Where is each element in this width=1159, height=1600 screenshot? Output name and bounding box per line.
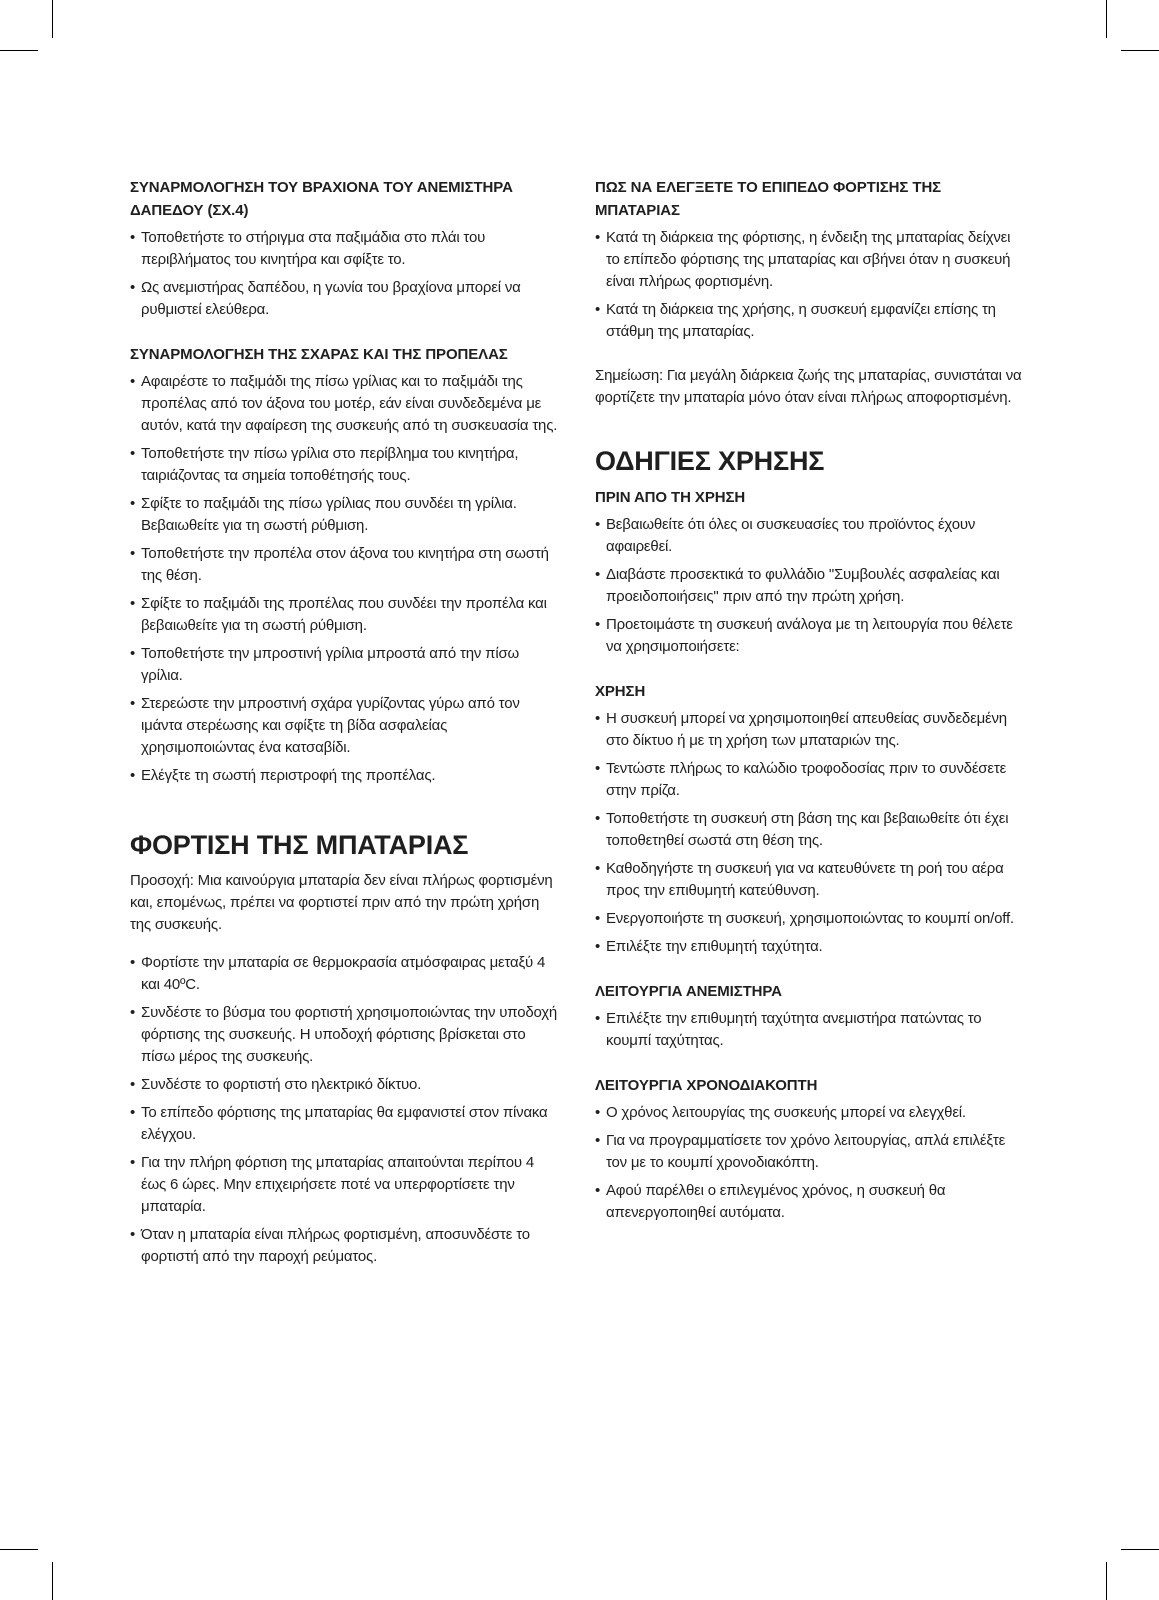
section-heading: ΛΕΙΤΟΥΡΓΙΑ ΑΝΕΜΙΣΤΗΡΑ — [595, 983, 782, 1000]
crop-mark — [1106, 0, 1107, 38]
list-item: • Καθοδηγήστε τη συσκευή για να κατευθύνετε τη ροή του αέρα προς την επιθυμητή κατεύθυνση. — [595, 858, 1027, 902]
list-item: • Για να προγραμματίσετε τον χρόνο λειτουργίας, απλά επιλέξτε τον με το κουμπί χρονοδιακόπτη. — [595, 1130, 1027, 1174]
crop-mark — [0, 1549, 38, 1550]
crop-mark — [0, 50, 38, 51]
crop-mark — [52, 1562, 53, 1600]
list-item: • Τοποθετήστε την μπροστινή γρίλια μπροστά από την πίσω γρίλια. — [130, 643, 560, 687]
list-item: • Τοποθετήστε το στήριγμα στα παξιμάδια στο πλάι του περιβλήματος του κινητήρα και σφίξτε το. — [130, 227, 560, 271]
list-item: • Αφού παρέλθει ο επιλεγμένος χρόνος, η συσκευή θα απενεργοποιηθεί αυτόματα. — [595, 1180, 1027, 1224]
list-item: • Τοποθετήστε τη συσκευή στη βάση της και βεβαιωθείτε ότι έχει τοποθετηθεί σωστά στη θέση της. — [595, 808, 1027, 852]
list-item: • Ο χρόνος λειτουργίας της συσκευής μπορεί να ελεγχθεί. — [595, 1102, 1027, 1124]
list-item: • Κατά τη διάρκεια της χρήσης, η συσκευή εμφανίζει επίσης τη στάθμη της μπαταρίας. — [595, 299, 1027, 343]
list-item: • Όταν η μπαταρία είναι πλήρως φορτισμένη, αποσυνδέστε το φορτιστή από την παροχή ρεύματος. — [130, 1224, 560, 1268]
list-item: • Επιλέξτε την επιθυμητή ταχύτητα ανεμιστήρα πατώντας το κουμπί ταχύτητας. — [595, 1008, 1027, 1052]
bullet-list — [130, 371, 560, 787]
bullet-list — [595, 1102, 1027, 1224]
list-item: • Σφίξτε το παξιμάδι της προπέλας που συνδέει την προπέλα και βεβαιωθείτε για τη σωστή ρύθμιση. — [130, 593, 560, 637]
list-item: • Σφίξτε το παξιμάδι της πίσω γρίλιας που συνδέει τη γρίλια. Βεβαιωθείτε για τη σωστή ρύθμιση. — [130, 493, 560, 537]
caution-note: Προσοχή: Μια καινούργια μπαταρία δεν είναι πλήρως φορτισμένη και, επομένως, πρέπει να φορτιστεί πριν από την πρώτη χρήση της συσκευής. — [130, 872, 553, 933]
list-item: • Για την πλήρη φόρτιση της μπαταρίας απαιτούνται περίπου 4 έως 6 ώρες. Μην επιχειρήσετε ποτέ να υπερφορτίσετε την μπαταρία. — [130, 1152, 560, 1218]
list-item: • Επιλέξτε την επιθυμητή ταχύτητα. — [595, 936, 1027, 958]
crop-mark — [1121, 50, 1159, 51]
section-heading: ΠΡΙΝ ΑΠΟ ΤΗ ΧΡΗΣΗ — [595, 489, 746, 506]
section-heading: ΛΕΙΤΟΥΡΓΙΑ ΧΡΟΝΟΔΙΑΚΟΠΤΗ — [595, 1077, 818, 1094]
list-item: • Διαβάστε προσεκτικά το φυλλάδιο "Συμβουλές ασφαλείας και προειδοποιήσεις" πριν από την πρώτη χρήση. — [595, 564, 1027, 608]
list-item: • Τοποθετήστε την πίσω γρίλια στο περίβλημα του κινητήρα, ταιριάζοντας τα σημεία τοποθέτησής τους. — [130, 443, 560, 487]
chapter-heading: ΦΟΡΤΙΣΗ ΤΗΣ ΜΠΑΤΑΡΙΑΣ — [130, 830, 469, 860]
section-heading: ΣΥΝΑΡΜΟΛΟΓΗΣΗ ΤΗΣ ΣΧΑΡΑΣ ΚΑΙ ΤΗΣ ΠΡΟΠΕΛΑΣ — [130, 346, 508, 363]
bullet-list — [595, 227, 1027, 343]
list-item: • Αφαιρέστε το παξιμάδι της πίσω γρίλιας και το παξιμάδι της προπέλας από τον άξονα του μοτέρ, εάν είναι συνδεδεμένα με αυτόν, κατά την αφαίρεση της συσκευής από τη συσκευασία της. — [130, 371, 560, 437]
crop-mark — [1106, 1562, 1107, 1600]
list-item: • Το επίπεδο φόρτισης της μπαταρίας θα εμφανιστεί στον πίνακα ελέγχου. — [130, 1102, 560, 1146]
crop-mark — [52, 0, 53, 38]
list-item: • Κατά τη διάρκεια της φόρτισης, η ένδειξη της μπαταρίας δείχνει το επίπεδο φόρτισης της μπαταρίας και σβήνει όταν η συσκευή είναι πλήρως φορτισμένη. — [595, 227, 1027, 293]
bullet-list — [130, 952, 560, 1268]
crop-mark — [1121, 1549, 1159, 1550]
list-item: • Ελέγξτε τη σωστή περιστροφή της προπέλας. — [130, 765, 560, 787]
left-column — [130, 176, 560, 1274]
section-heading: ΠΩΣ ΝΑ ΕΛΕΓΞΕΤΕ ΤΟ ΕΠΙΠΕΔΟ ΦΟΡΤΙΣΗΣ ΤΗΣ ΜΠΑΤΑΡΙΑΣ — [595, 179, 942, 219]
battery-note: Σημείωση: Για μεγάλη διάρκεια ζωής της μπαταρίας, συνιστάται να φορτίζετε την μπαταρία μόνο όταν είναι πλήρως αποφορτισμένη. — [595, 367, 1022, 406]
right-column — [595, 176, 1027, 1230]
section-heading: ΣΥΝΑΡΜΟΛΟΓΗΣΗ ΤΟΥ ΒΡΑΧΙΟΝΑ ΤΟΥ ΑΝΕΜΙΣΤΗΡΑ ΔΑΠΕΔΟΥ (ΣΧ.4) — [130, 179, 513, 219]
bullet-list — [595, 514, 1027, 658]
list-item: • Ως ανεμιστήρας δαπέδου, η γωνία του βραχίονα μπορεί να ρυθμιστεί ελεύθερα. — [130, 277, 560, 321]
bullet-list — [130, 227, 560, 321]
list-item: • Στερεώστε την μπροστινή σχάρα γυρίζοντας γύρω από τον ιμάντα στερέωσης και σφίξτε τη βίδα ασφαλείας χρησιμοποιώντας ένα κατσαβίδι. — [130, 693, 560, 759]
list-item: • Τεντώστε πλήρως το καλώδιο τροφοδοσίας πριν το συνδέσετε στην πρίζα. — [595, 758, 1027, 802]
chapter-heading: ΟΔΗΓΙΕΣ ΧΡΗΣΗΣ — [595, 446, 825, 476]
section-heading: ΧΡΗΣΗ — [595, 683, 646, 700]
list-item: • Συνδέστε το βύσμα του φορτιστή χρησιμοποιώντας την υποδοχή φόρτισης της συσκευής. Η υποδοχή φόρτισης βρίσκεται στο πίσω μέρος της συσκευής. — [130, 1002, 560, 1068]
list-item: • Βεβαιωθείτε ότι όλες οι συσκευασίες του προϊόντος έχουν αφαιρεθεί. — [595, 514, 1027, 558]
list-item: • Ενεργοποιήστε τη συσκευή, χρησιμοποιώντας το κουμπί on/off. — [595, 908, 1027, 930]
list-item: • Φορτίστε την μπαταρία σε θερμοκρασία ατμόσφαιρας μεταξύ 4 και 40ºC. — [130, 952, 560, 996]
list-item: • Τοποθετήστε την προπέλα στον άξονα του κινητήρα στη σωστή της θέση. — [130, 543, 560, 587]
list-item: • Η συσκευή μπορεί να χρησιμοποιηθεί απευθείας συνδεδεμένη στο δίκτυο ή με τη χρήση των μπαταριών της. — [595, 708, 1027, 752]
bullet-list — [595, 708, 1027, 958]
list-item: • Συνδέστε το φορτιστή στο ηλεκτρικό δίκτυο. — [130, 1074, 560, 1096]
bullet-list — [595, 1008, 1027, 1052]
list-item: • Προετοιμάστε τη συσκευή ανάλογα με τη λειτουργία που θέλετε να χρησιμοποιήσετε: — [595, 614, 1027, 658]
